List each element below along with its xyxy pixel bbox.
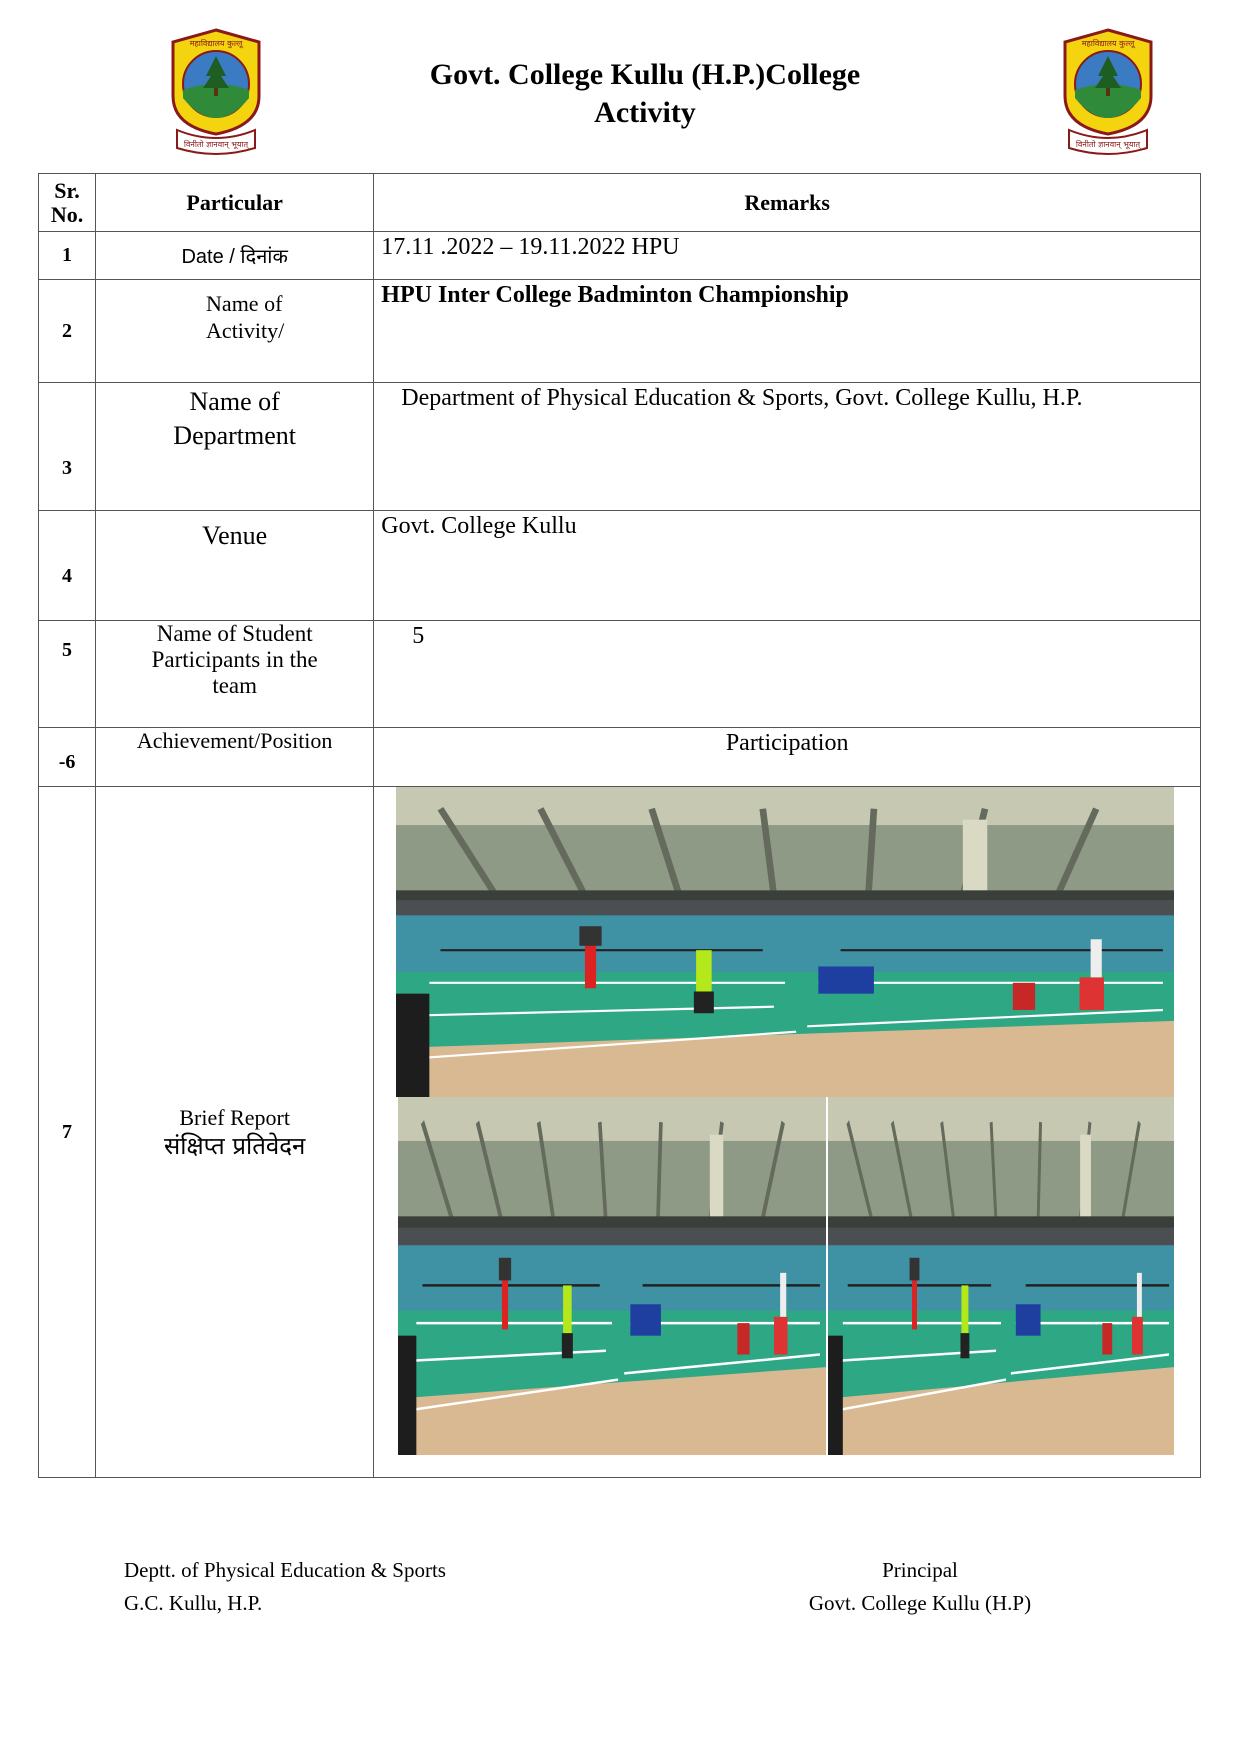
row-2-sr: 2: [39, 280, 96, 383]
row-2-particular-text: Name of Activity/: [206, 291, 285, 343]
row-2-remarks: HPU Inter College Badminton Championship: [374, 280, 1201, 383]
row-3-sr: 3: [39, 383, 96, 511]
row-2-particular: [96, 280, 374, 383]
footer-principal: Principal: [882, 1558, 958, 1582]
badminton-match-photo-icon: [396, 787, 1174, 1097]
title-line-1: Govt. College Kullu (H.P.)College: [429, 58, 861, 91]
footer-right: [790, 1554, 1050, 1620]
row-1-remarks: 17.11 .2022 – 19.11.2022 HPU: [374, 232, 1201, 280]
row-3-remarks: Department of Physical Education & Sports, Govt. College Kullu, H.P.: [374, 383, 1201, 511]
row-4-sr: 4: [39, 511, 96, 621]
row-4-remarks: Govt. College Kullu: [374, 511, 1201, 621]
row-7-photos: [374, 787, 1201, 1478]
row-1-sr: 1: [39, 232, 96, 280]
footer-principal-college: Govt. College Kullu (H.P): [808, 1591, 1032, 1615]
college-emblem-icon: [1055, 26, 1161, 156]
badminton-photo-3: [828, 1097, 1174, 1455]
footer-department: Deptt. of Physical Education & Sports: [124, 1558, 446, 1582]
badminton-match-photo-icon: [828, 1097, 1174, 1455]
brief-report-hindi-label: संक्षिप्त प्रतिवेदन: [164, 1132, 306, 1160]
row-1-particular: Date / दिनांक: [96, 232, 374, 280]
row-7-particular: [96, 787, 374, 1478]
row-6-remarks: Participation: [374, 728, 1201, 787]
page-title: [360, 56, 930, 132]
row-5-particular: Name of Student Participants in the team: [96, 621, 374, 728]
header-particular: Particular: [96, 174, 374, 232]
row-4-particular: Venue: [96, 511, 374, 621]
row-6-sr: -6: [39, 728, 96, 787]
college-emblem-right: [1055, 26, 1161, 156]
row-6-particular: Achievement/Position: [96, 728, 374, 787]
row-5-sr: 5: [39, 621, 96, 728]
row-7-sr: 7: [39, 787, 96, 1478]
badminton-match-photo-icon: [398, 1097, 826, 1455]
college-emblem-left: [163, 26, 269, 156]
badminton-photo-1: [396, 787, 1174, 1097]
brief-report-label: Brief Report: [179, 1105, 290, 1130]
row-5-remarks: 5: [374, 621, 1201, 728]
activity-table: [38, 173, 1201, 1478]
college-emblem-icon: [163, 26, 269, 156]
title-line-2: Activity: [594, 96, 696, 129]
row-3-particular: Name of Department: [96, 383, 374, 511]
header-sr-no: Sr. No.: [39, 174, 96, 232]
header-remarks: Remarks: [374, 174, 1201, 232]
footer-left: [124, 1554, 446, 1620]
footer-college: G.C. Kullu, H.P.: [124, 1591, 263, 1615]
badminton-photo-2: [398, 1097, 826, 1455]
